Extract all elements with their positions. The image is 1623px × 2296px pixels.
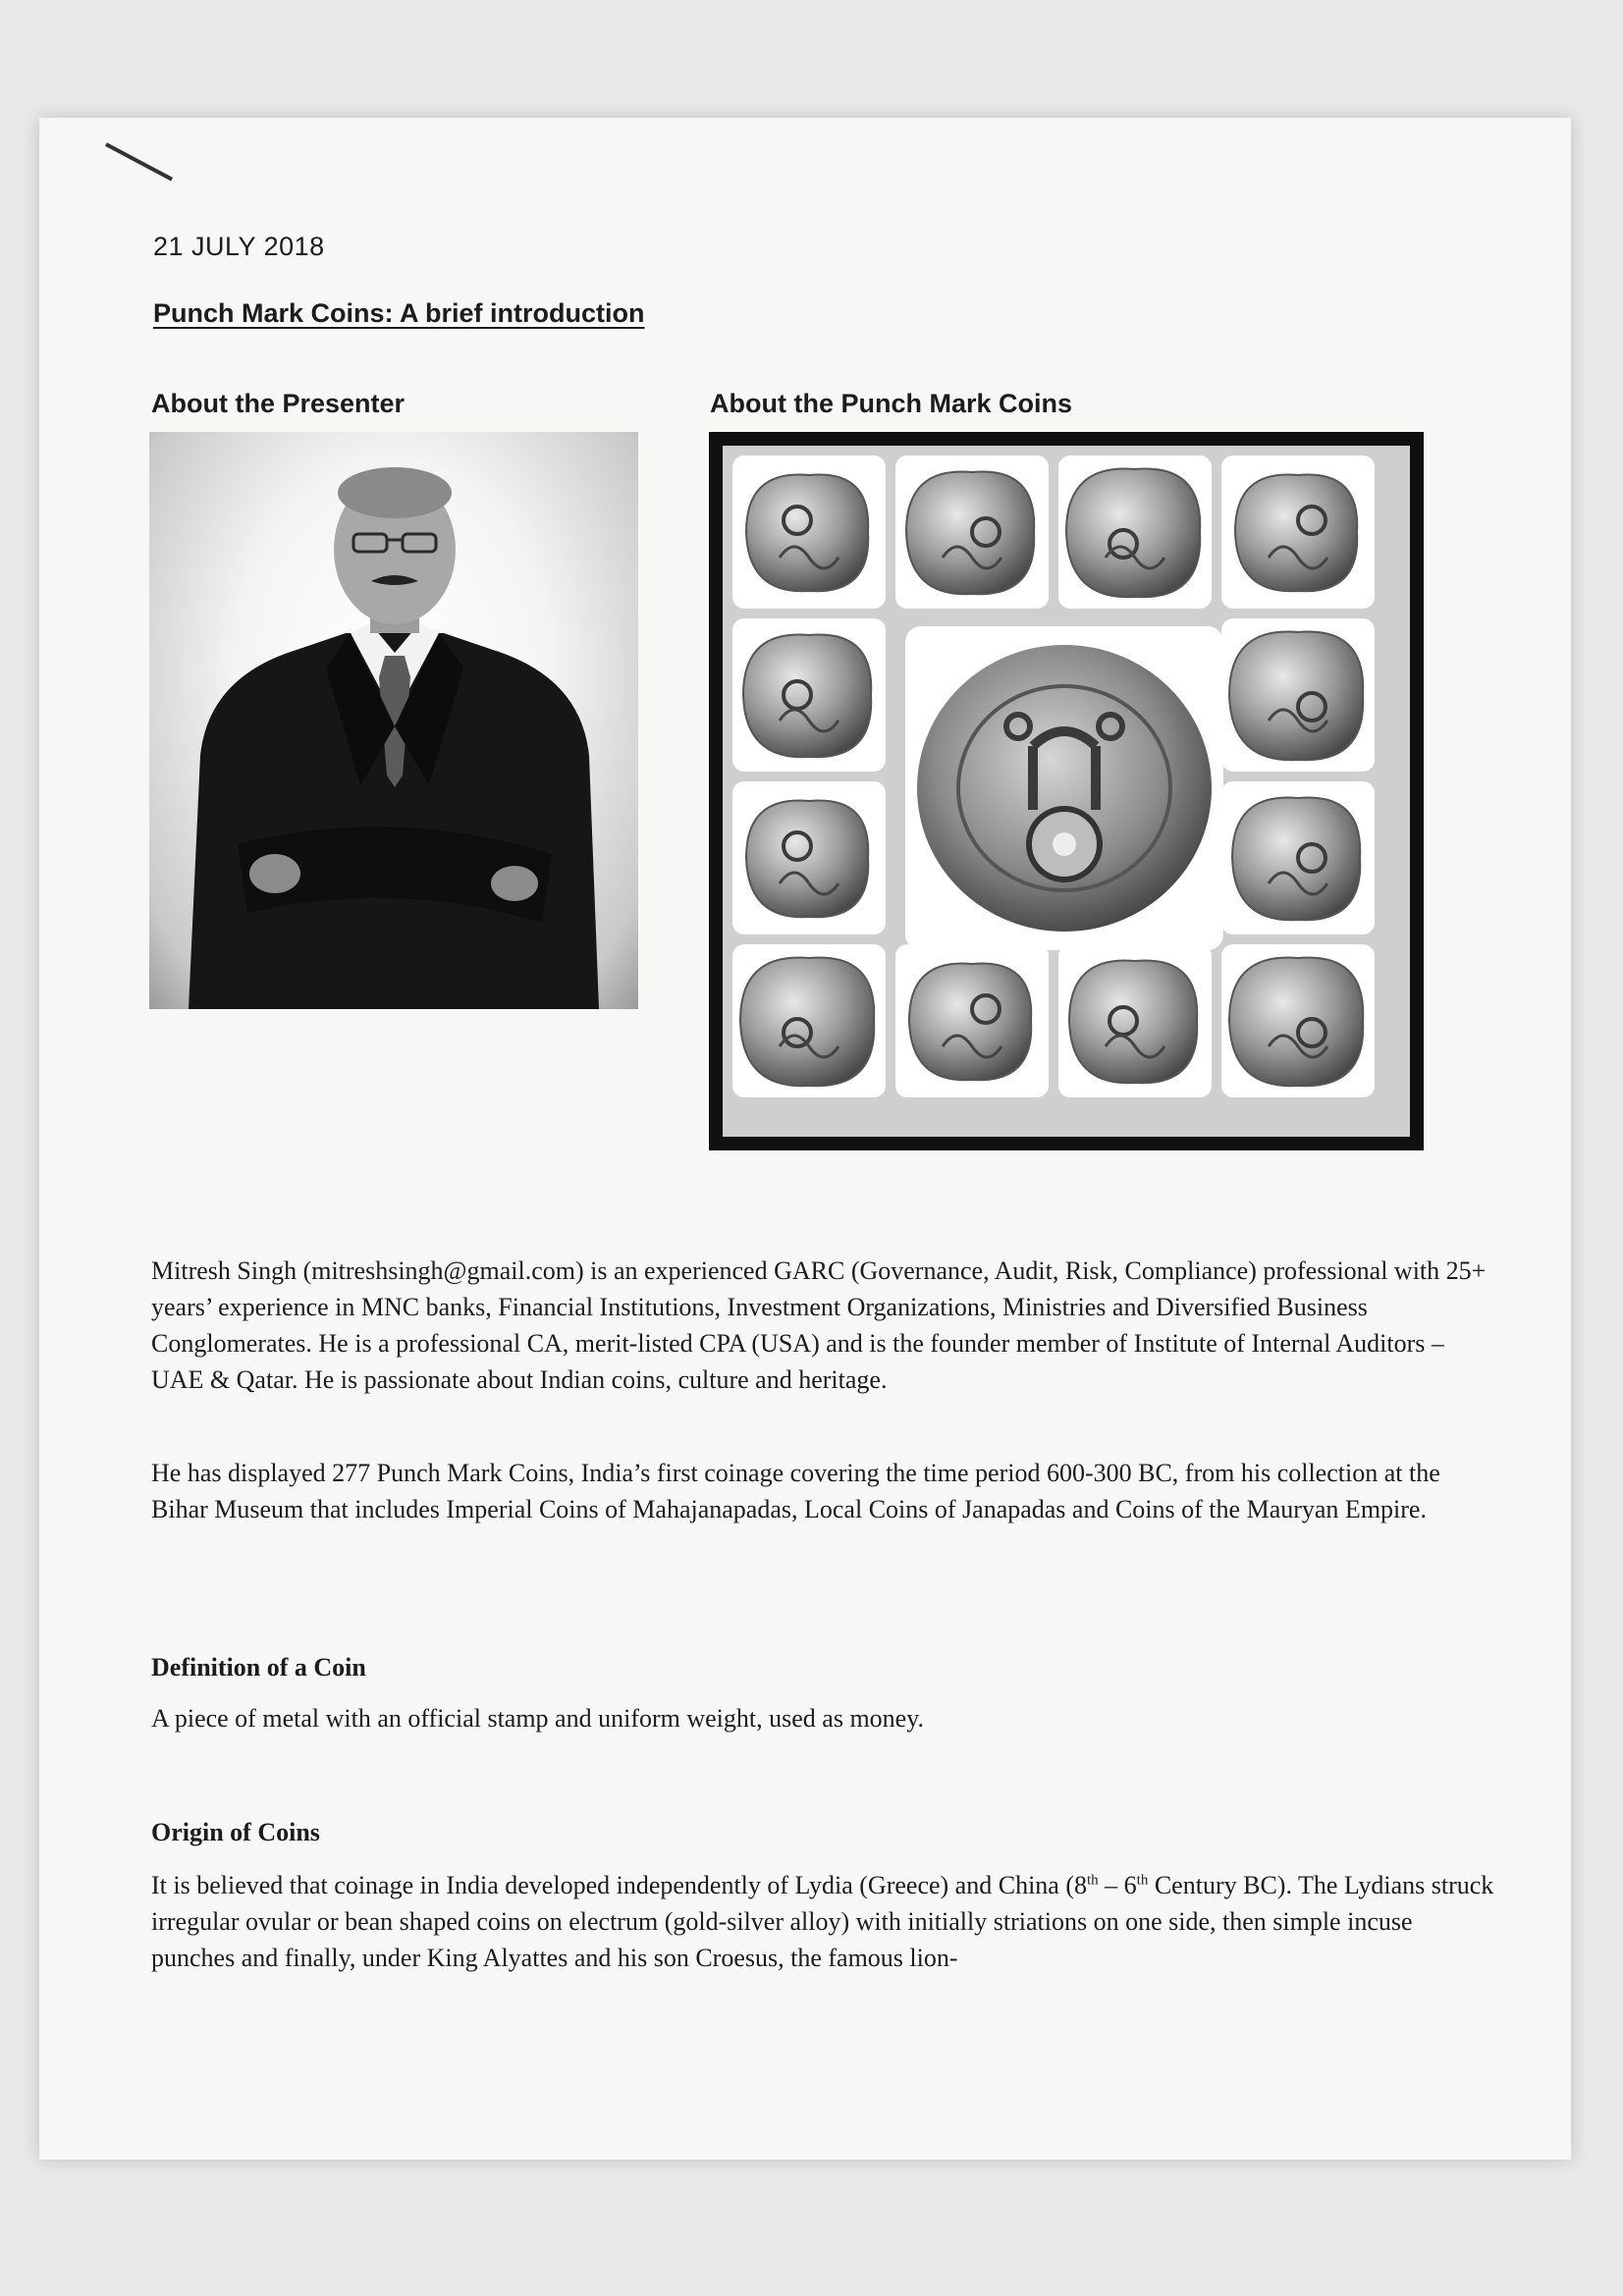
- punch-mark-coin: [743, 635, 871, 758]
- punch-mark-coins-collage: [709, 432, 1424, 1150]
- coins-grid: [709, 432, 1424, 1150]
- presenter-section-label: About the Presenter: [151, 389, 406, 418]
- coins-section-label: About the Punch Mark Coins: [710, 389, 1073, 418]
- collection-paragraph: He has displayed 277 Punch Mark Coins, India’s first coinage covering the time period 600-300 BC, from his collection at the Bihar Museum that includes Imperial Coins of Mahajanapadas, Local Coins of Janapadas and Coins of the Mauryan Empire.: [151, 1459, 1440, 1523]
- presenter-bio-paragraph: Mitresh Singh (mitreshsingh@gmail.com) is an experienced GARC (Governance, Audit, Risk, Compliance) professional with 25+ years’ experience in MNC banks, Financial Institutions, Investment Organizations, Ministries and Diversified Business Conglomerates. He is a professional CA, merit-listed CPA (USA) and is the founder member of Institute of Internal Auditors – UAE & Qatar. He is passionate about Indian coins, culture and heritage.: [151, 1256, 1487, 1394]
- punch-mark-coin: [909, 963, 1031, 1080]
- definition-heading: Definition of a Coin: [151, 1653, 366, 1682]
- presenter-photo: [149, 432, 638, 1009]
- punch-mark-coin: [746, 800, 868, 917]
- punch-mark-coin: [1235, 474, 1357, 591]
- punch-mark-coin: [1229, 632, 1363, 761]
- punch-mark-coin: [1229, 958, 1363, 1087]
- definition-paragraph: A piece of metal with an official stamp and uniform weight, used as money.: [151, 1704, 925, 1733]
- document-title: Punch Mark Coins: A brief introduction: [153, 298, 645, 328]
- document-date: 21 JULY 2018: [153, 232, 325, 261]
- punch-mark-coin: [1069, 961, 1197, 1084]
- origin-paragraph: It is believed that coinage in India developed independently of Lydia (Greece) and China (8th – 6th Century BC). The Lydians struck irregular ovular or bean shaped coins on electrum (gold-silver alloy) with initially striations on one side, then simple incuse punches and finally, under King Alyattes and his son Croesus, the famous lion-: [151, 1871, 1494, 1972]
- origin-heading: Origin of Coins: [151, 1818, 320, 1846]
- punch-mark-coin: [746, 474, 868, 591]
- presenter-figure: [149, 432, 638, 1009]
